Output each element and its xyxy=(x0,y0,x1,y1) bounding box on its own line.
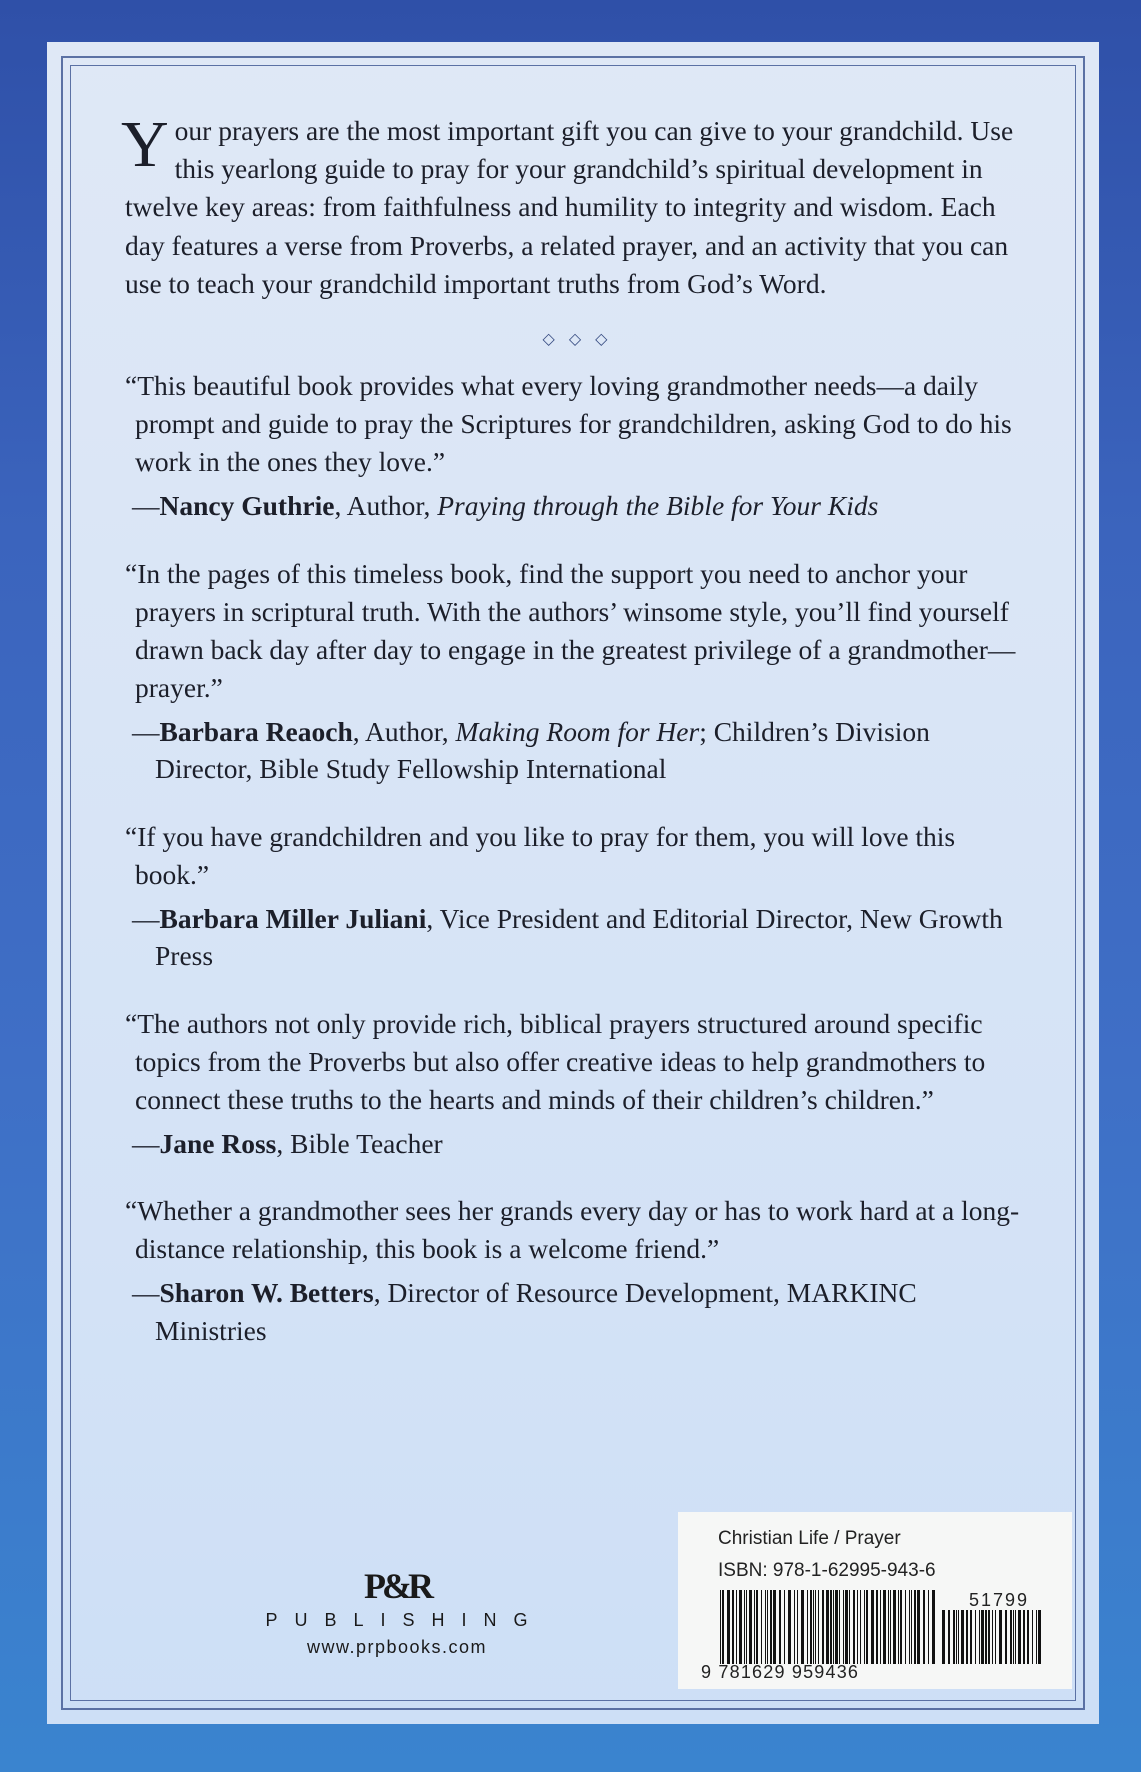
barcode-bar xyxy=(876,1590,878,1664)
cover-text xyxy=(121,108,1025,1379)
endorsement xyxy=(125,367,1025,525)
endorser-role: , Director of Resource Development, MARKINC Ministries xyxy=(155,1277,917,1346)
price-addon-barcode xyxy=(942,1610,1042,1664)
barcode-bar xyxy=(736,1590,737,1664)
barcode-bar xyxy=(966,1610,968,1664)
barcode-bar xyxy=(815,1590,816,1664)
barcode-bar xyxy=(866,1590,868,1664)
barcode-bar xyxy=(911,1590,912,1664)
barcode-bar xyxy=(797,1590,798,1664)
barcode-bar xyxy=(914,1590,916,1664)
barcode-bar xyxy=(720,1590,721,1664)
endorser-role-continued: ; Children’s Division Director, Bible Study Fellowship International xyxy=(155,715,930,785)
barcode-bar xyxy=(794,1590,795,1664)
endorsement-attribution xyxy=(125,713,1025,788)
barcode-bar xyxy=(985,1610,987,1664)
endorser-name: Nancy Guthrie xyxy=(159,490,335,522)
barcode-bar xyxy=(900,1590,902,1664)
endorser-book-title: Praying through the Bible for Your Kids xyxy=(437,490,879,522)
barcode-bar xyxy=(979,1610,980,1664)
back-cover-panel xyxy=(47,42,1099,1724)
barcode-bar xyxy=(773,1590,776,1664)
barcode-bar xyxy=(732,1590,734,1664)
barcode-bar xyxy=(1018,1610,1021,1664)
barcode-bar xyxy=(830,1590,832,1664)
barcode-bar xyxy=(1036,1610,1037,1664)
barcode-bar xyxy=(857,1590,858,1664)
endorsement xyxy=(125,818,1025,975)
endorsement-quote: “This beautiful book provides what every loving grandmother needs—a daily prompt and guide to pray the Scriptures for grandchildren, asking God to do his work in the ones they love.” xyxy=(125,370,1012,478)
attribution-dash: — xyxy=(132,715,160,747)
barcode-sticker xyxy=(678,1512,1072,1689)
barcode-bar xyxy=(864,1590,865,1664)
barcode-bar xyxy=(975,1610,976,1664)
barcode-bar xyxy=(970,1610,972,1664)
endorsements-list xyxy=(125,367,1025,1349)
barcode-bar xyxy=(1032,1610,1033,1664)
endorser-book-title: Making Room for Her xyxy=(455,715,700,747)
endorsement-quote: “In the pages of this timeless book, find the support you need to anchor your prayers in scriptural truth. With the authors’ winsome style, you’ll find yourself drawn back day after day to engage in the greatest privilege of a grandmother—prayer.” xyxy=(125,557,1016,703)
attribution-dash: — xyxy=(132,902,160,934)
barcode-bar xyxy=(932,1590,935,1664)
barcode-bar xyxy=(749,1590,752,1664)
barcode-bar xyxy=(813,1590,814,1664)
drop-cap: Y xyxy=(121,108,169,181)
ean-barcode xyxy=(720,1590,935,1664)
publisher-wordmark: PUBLISHING xyxy=(265,1610,545,1630)
bisac-category: Christian Life / Prayer xyxy=(718,1528,901,1549)
attribution-dash: — xyxy=(132,1277,160,1309)
barcode-bar xyxy=(917,1590,920,1664)
barcode-bar xyxy=(1015,1610,1016,1664)
barcode-bar xyxy=(958,1610,959,1664)
barcode-bar xyxy=(981,1610,984,1664)
barcode-bar xyxy=(880,1590,881,1664)
barcode-bar xyxy=(905,1590,906,1664)
barcode-bar xyxy=(860,1590,861,1664)
barcode-bar xyxy=(871,1590,874,1664)
barcode-bar xyxy=(754,1590,755,1664)
barcode-bar xyxy=(992,1610,993,1664)
barcode-bar xyxy=(784,1590,785,1664)
barcode-bar xyxy=(845,1590,848,1664)
barcode-bar xyxy=(1023,1610,1025,1664)
barcode-bar xyxy=(746,1590,747,1664)
endorser-role: , Author, xyxy=(334,490,438,522)
attribution-dash: — xyxy=(132,1127,160,1159)
isbn-label: ISBN: 978-1-62995-943-6 xyxy=(718,1560,936,1581)
intro-text: our prayers are the most important gift you can give to your grandchild. Use this yearlong guide to pray for your grandchild’s spiritual development in twelve key areas: from faithfulness and humility to integrity and wisdom. Each day features a verse from Proverbs, a related prayer, and an activity that you can use to teach your grandchild important truths from God’s Word. xyxy=(125,115,1014,299)
intro-paragraph xyxy=(121,108,1025,303)
barcode-bar xyxy=(843,1590,844,1664)
endorsement-attribution xyxy=(125,1125,1025,1163)
barcode-bar xyxy=(999,1610,1002,1664)
barcode-bar xyxy=(948,1610,950,1664)
barcode-bar xyxy=(770,1590,772,1664)
barcode-bar xyxy=(788,1590,791,1664)
barcode-bar xyxy=(883,1590,886,1664)
barcode-bar xyxy=(839,1590,840,1664)
endorsement xyxy=(125,1192,1025,1349)
barcode-bar xyxy=(909,1590,910,1664)
barcode-bar xyxy=(744,1590,745,1664)
diamond-separator: ◇◇◇ xyxy=(542,331,622,349)
barcode-bar xyxy=(1013,1610,1014,1664)
barcode-bar xyxy=(807,1590,808,1664)
barcode-bar xyxy=(761,1590,762,1664)
barcode-bar xyxy=(722,1590,724,1664)
endorsement-quote: “The authors not only provide rich, biblical prayers structured around specific topics from the Proverbs but also offer creative ideas to help grandmothers to connect these truths to the hearts and minds of their children’s children.” xyxy=(125,1007,986,1115)
endorser-name: Barbara Reaoch xyxy=(159,715,353,747)
barcode-bar xyxy=(826,1590,829,1664)
endorsement-attribution xyxy=(125,900,1025,975)
barcode-bar xyxy=(853,1590,855,1664)
endorsement-quote: “Whether a grandmother sees her grands every day or has to work hard at a long-distance relationship, this book is a welcome friend.” xyxy=(125,1195,1020,1265)
endorsement xyxy=(125,1005,1025,1163)
barcode-bar xyxy=(942,1610,945,1664)
endorser-role: , Bible Teacher xyxy=(276,1127,443,1159)
barcode-bar xyxy=(739,1590,742,1664)
endorser-role: , Vice President and Editorial Director, New Growth Press xyxy=(155,902,1003,972)
barcode-bar xyxy=(995,1610,996,1664)
endorser-name: Sharon W. Betters xyxy=(159,1277,374,1309)
endorsement-quote: “If you have grandchildren and you like to pray for them, you will love this book.” xyxy=(125,820,956,890)
barcode-bar xyxy=(928,1590,929,1664)
barcode-bar xyxy=(956,1610,957,1664)
barcode-bar xyxy=(767,1590,768,1664)
barcode-bar xyxy=(756,1590,758,1664)
barcode-bar xyxy=(822,1590,824,1664)
barcode-bar xyxy=(818,1590,819,1664)
endorsement xyxy=(125,555,1025,788)
barcode-bar xyxy=(1038,1610,1041,1664)
barcode-bar xyxy=(953,1610,955,1664)
barcode-bar xyxy=(765,1590,766,1664)
barcode-bar xyxy=(835,1590,838,1664)
pr-logo-mark: P&R xyxy=(364,1566,430,1606)
barcode-bar xyxy=(779,1590,781,1664)
endorser-name: Jane Ross xyxy=(159,1127,277,1159)
barcode-bar xyxy=(1005,1610,1007,1664)
attribution-dash: — xyxy=(132,490,160,522)
barcode-bar xyxy=(888,1590,889,1664)
endorsement-attribution xyxy=(125,1274,1025,1349)
endorsement-attribution xyxy=(125,487,1025,525)
barcode-bar xyxy=(923,1590,925,1664)
barcode-bar xyxy=(898,1590,899,1664)
barcode-bar xyxy=(890,1590,891,1664)
barcode-digits: 9 781629 959436 xyxy=(701,1662,860,1682)
barcode-bar xyxy=(810,1590,812,1664)
barcode-bar xyxy=(833,1590,834,1664)
barcode-bar xyxy=(801,1590,804,1664)
barcode-bar xyxy=(893,1590,896,1664)
barcode-bar xyxy=(849,1590,850,1664)
addon-digits: 51799 xyxy=(969,1590,1030,1610)
barcode-bar xyxy=(961,1610,964,1664)
barcode-bar xyxy=(1010,1610,1012,1664)
endorser-name: Barbara Miller Juliani xyxy=(159,902,427,934)
barcode-bar xyxy=(1027,1610,1029,1664)
publisher-logo xyxy=(227,1566,567,1658)
endorser-role: , Author, xyxy=(352,715,456,747)
barcode-bar xyxy=(727,1590,730,1664)
barcode-bar xyxy=(988,1610,990,1664)
publisher-url: www.prpbooks.com xyxy=(306,1637,488,1657)
